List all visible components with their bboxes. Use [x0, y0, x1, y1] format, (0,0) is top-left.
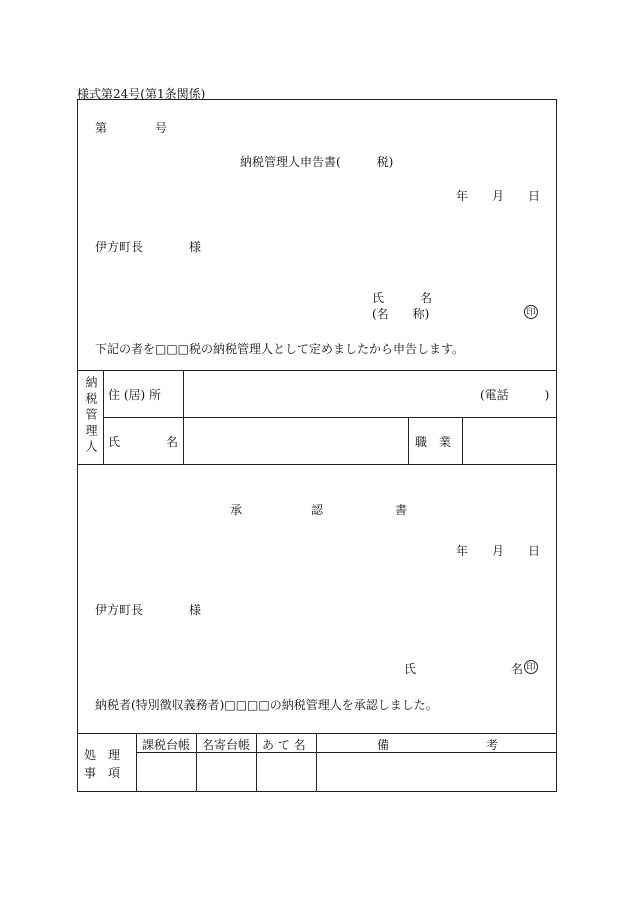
decl-shimei-1: 氏: [372, 291, 385, 305]
appr-date-day: 日: [528, 544, 541, 558]
agent-phone-label: (電話 ): [480, 388, 550, 402]
form-frame: [77, 99, 557, 792]
proc-label-1: 処 理: [84, 748, 121, 762]
appr-date-year: 年: [456, 544, 469, 558]
appr-shimei-1: 氏: [404, 662, 417, 676]
doc-no-go: 号: [155, 121, 168, 135]
proc-col-2: [196, 733, 197, 792]
agent-address-label: 住 (居) 所: [108, 388, 161, 402]
agent-occupation-right: [462, 417, 463, 464]
decl-statement: 下記の者を□□□税の納税管理人として定めましたから申告します。: [95, 342, 465, 356]
agent-name-label-2: 名: [166, 435, 179, 449]
approval-title-2: 認: [311, 503, 324, 517]
agent-side-divider: [103, 370, 104, 464]
appr-seal-icon: 印: [524, 660, 538, 674]
proc-label-2: 事 項: [84, 766, 121, 780]
agent-occupation-left: [408, 417, 409, 464]
agent-side-label: 納税管理人: [84, 376, 98, 456]
appr-sama: 様: [189, 603, 202, 617]
agent-label-divider: [183, 370, 184, 464]
doc-no-dai: 第: [95, 121, 108, 135]
appr-statement: 納税者(特別徴収義務者)□□□□の納税管理人を承認しました。: [95, 698, 438, 712]
decl-addressee: 伊方町長: [95, 240, 144, 254]
decl-date-year: 年: [456, 189, 469, 203]
proc-col-3: [256, 733, 257, 792]
agent-occupation-label: 職 業: [415, 435, 452, 449]
proc-col-1: [136, 733, 137, 792]
decl-sama: 様: [189, 240, 202, 254]
appr-shimei-2: 名: [511, 662, 524, 676]
proc-col-biko-2: 考: [486, 738, 499, 752]
declaration-title: 納税管理人申告書( 税): [240, 155, 394, 169]
proc-col-kazei: 課税台帳: [142, 738, 191, 752]
divider-processing-top: [77, 733, 557, 734]
decl-date-month: 月: [492, 189, 505, 203]
divider-agent-mid: [103, 417, 557, 418]
form-number: 様式第24号(第1条関係): [77, 87, 206, 101]
decl-seal-icon: 印: [524, 305, 538, 319]
proc-col-meiyose: 名寄台帳: [202, 738, 251, 752]
divider-agent-top: [77, 370, 557, 371]
approval-title-3: 書: [395, 503, 408, 517]
decl-meisho: (名 称): [372, 307, 430, 321]
proc-col-biko-1: 備: [377, 738, 390, 752]
divider-approval-top: [77, 464, 557, 465]
proc-col-atena: あ て 名: [262, 738, 306, 752]
agent-name-label-1: 氏: [108, 435, 121, 449]
decl-date-day: 日: [528, 189, 541, 203]
appr-addressee: 伊方町長: [95, 603, 144, 617]
decl-shimei-2: 名: [420, 291, 433, 305]
proc-col-4: [316, 733, 317, 792]
appr-date-month: 月: [492, 544, 505, 558]
approval-title-1: 承: [230, 503, 243, 517]
